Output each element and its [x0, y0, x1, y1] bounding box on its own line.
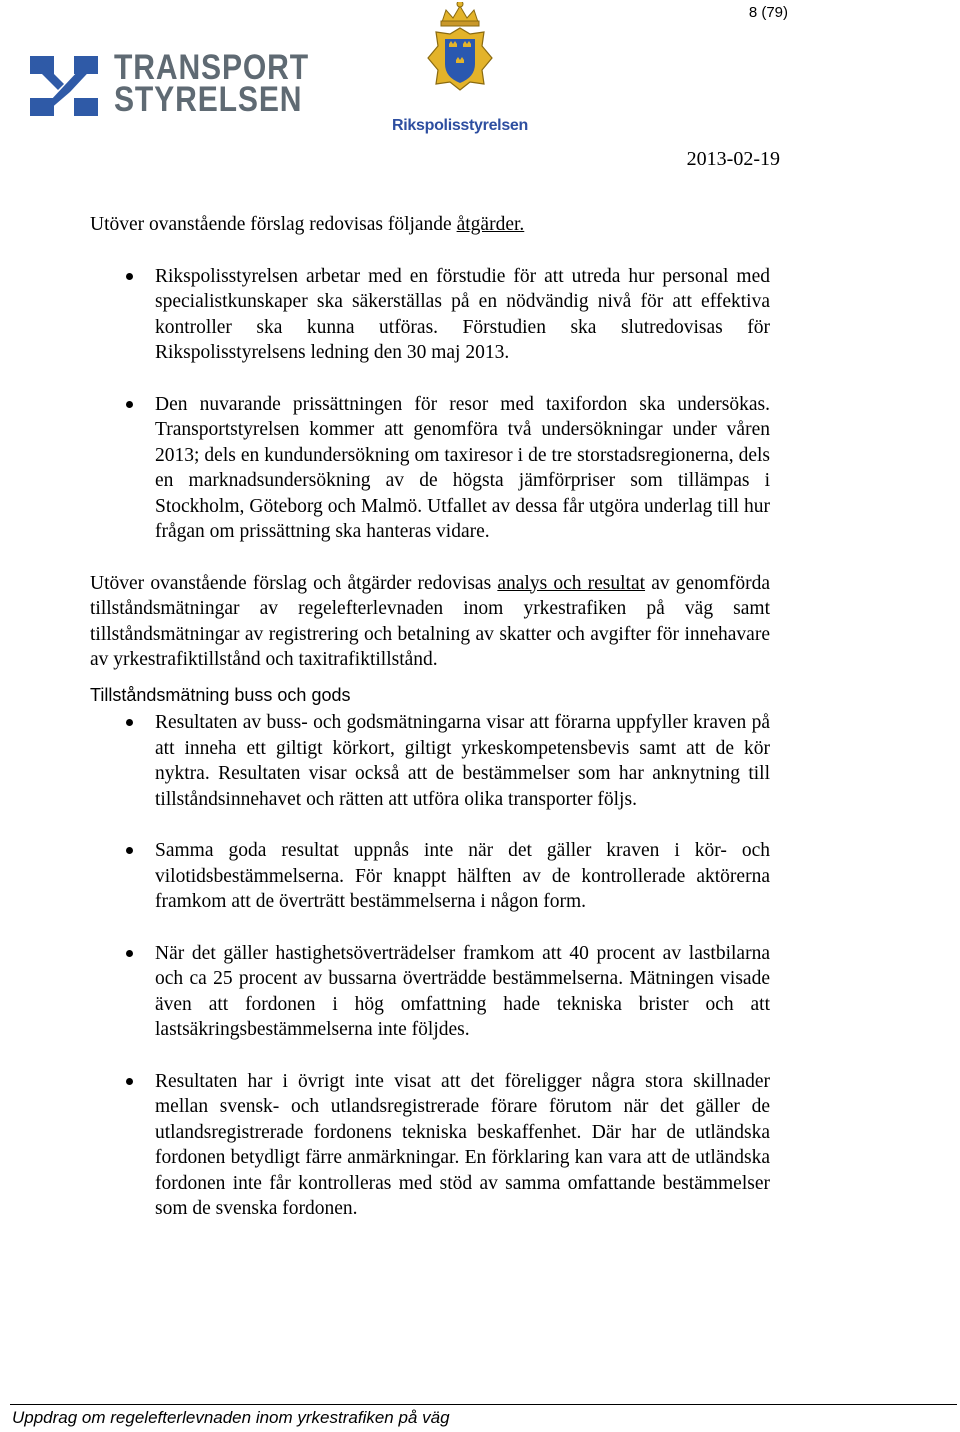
page-number: 8 (79) — [748, 4, 788, 21]
document-body — [90, 212, 770, 1222]
intro-text: Utöver ovanstående förslag redovisas följande — [90, 214, 457, 235]
analysis-text-after: av genomförda tillståndsmätningar av regelefterlevnaden inom yrkestrafiken på väg samt tillståndsmätningar av registrering och betalning av skatter och avgifter för innehavare av yrkestrafiktillstånd och taxitrafiktillstånd. — [90, 572, 770, 670]
list-item — [90, 838, 770, 915]
footer-text: Uppdrag om regelefterlevnaden inom yrkestrafiken på väg — [12, 1408, 450, 1427]
list-item-text: Resultaten har i övrigt inte visat att det föreligger några stora skillnader mellan svensk- och utlandsregistrerade förare förutom när det gäller de utlandsregistrerade fordonens tekniska beskaffenhet. Där har de utländska fordonen betydligt färre anmärkningar. En förklaring kan vara att de utländska fordonen inte får kontrolleras med stöd av samma omfattande bestämmelser som de svenska fordonen. — [155, 1070, 770, 1219]
list-item — [90, 264, 770, 366]
list-item — [90, 1069, 770, 1222]
intro-paragraph — [90, 212, 770, 238]
document-date: 2013-02-19 — [686, 148, 780, 170]
footer-divider — [10, 1404, 957, 1405]
rikspolisstyrelsen-logo — [380, 2, 540, 138]
results-list — [90, 710, 770, 1222]
analysis-underlined: analys och resultat — [497, 572, 646, 594]
list-item-text: Den nuvarande prissättningen för resor med taxifordon ska undersökas. Transportstyrelsen kommer att genomföra två undersökningar under våren 2013; dels en kundundersökning om taxiresor i de tre storstadsregionerna, dels en marknadsundersökning av de högsta jämförpriser som tillämpas i Stockholm, Göteborg och Malmö. Utfallet av dessa får utgöra underlag till hur frågan om prissättning ska hanteras vidare. — [155, 393, 770, 542]
logo-line-1: TRANSPORT — [114, 48, 310, 87]
intro-underlined: åtgärder. — [456, 214, 525, 235]
list-item — [90, 710, 770, 812]
bullet-icon — [126, 719, 133, 726]
list-item-text: Samma goda resultat uppnås inte när det gäller kraven i kör- och vilotidsbestämmelserna. För knappt hälften av de kontrollerade aktörerna framkom att de överträtt bestämmelserna i någon form. — [155, 840, 770, 912]
list-item-text: När det gäller hastighetsöverträdelser framkom att 40 procent av lastbilarna och ca 25 procent av bussarna överträdde bestämmelserna. Mätningen visade även att fordonen i hög omfattning hade tekniska brister och att lastsäkringsbestämmelserna inte följdes. — [155, 942, 770, 1040]
transportstyrelsen-logo — [30, 48, 320, 122]
bullet-icon — [126, 401, 133, 408]
analysis-text-before: Utöver ovanstående förslag och åtgärder redovisas — [90, 572, 498, 594]
logo-line-2: STYRELSEN — [114, 80, 303, 119]
bullet-icon — [126, 950, 133, 957]
action-list — [90, 264, 770, 545]
police-crest-icon — [380, 2, 540, 114]
rikspolisstyrelsen-wordmark: Rikspolisstyrelsen — [392, 117, 528, 134]
bullet-icon — [126, 847, 133, 854]
list-item-text: Rikspolisstyrelsen arbetar med en förstudie för att utreda hur personal med specialistkunskaper ska säkerställas på en nödvändig nivå för att effektiva kontroller ska kunna utföras. Förstudien ska slutredovisas för Rikspolisstyrelsens ledning den 30 maj 2013. — [155, 265, 770, 363]
analysis-paragraph — [90, 571, 770, 673]
list-item-text: Resultaten av buss- och godsmätningarna visar att förarna uppfyller kraven på att inneha ett giltigt körkort, giltigt yrkeskompetensbevis samt att de kör nyktra. Resultaten visar också att de bestämmelser som har anknytning till tillståndsinnehavet och rätten att utföra olika transporter följs. — [155, 712, 770, 810]
bullet-icon — [126, 1078, 133, 1085]
list-item — [90, 392, 770, 545]
bullet-icon — [126, 273, 133, 280]
section-heading: Tillståndsmätning buss och gods — [90, 684, 351, 705]
transportstyrelsen-emblem-icon — [30, 52, 98, 120]
list-item — [90, 941, 770, 1043]
